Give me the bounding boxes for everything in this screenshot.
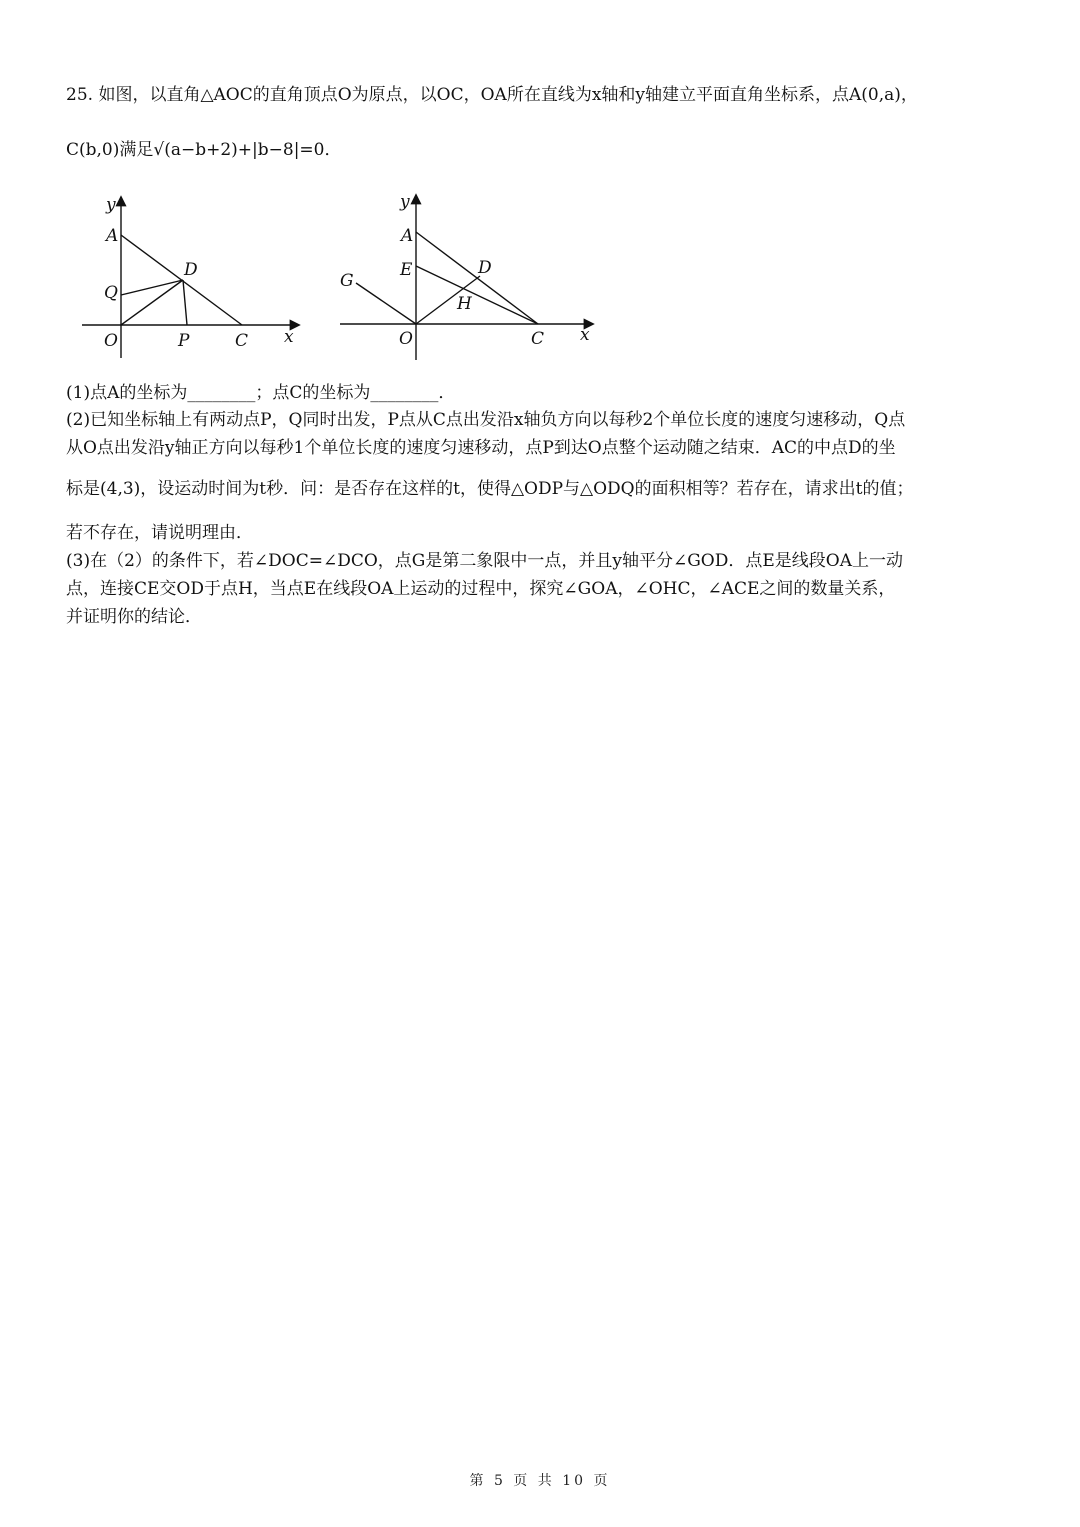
question-2-line-1: (2)已知坐标轴上有两动点P，Q同时出发，P点从C点出发沿x轴负方向以每秒2个单位长度的速度匀速移动，Q点 [66, 410, 906, 430]
question-3-line-3: 并证明你的结论． [66, 607, 202, 627]
question-3-line-2: 点，连接CE交OD于点H，当点E在线段OA上运动的过程中，探究∠GOA，∠OHC，∠ACE之间的数量关系， [66, 579, 896, 599]
label-x: x [580, 325, 590, 345]
question-2-line-2: 从O点出发沿y轴正方向以每秒1个单位长度的速度匀速移动，点P到达O点整个运动随之结束．AC的中点D的坐 [66, 438, 896, 458]
label-E: E [400, 260, 413, 280]
label-x: x [284, 327, 294, 347]
question-1: (1)点A的坐标为________；点C的坐标为________． [66, 383, 456, 403]
label-A: A [106, 226, 119, 246]
label-y: y [106, 195, 116, 215]
label-D: D [184, 260, 198, 280]
question-3-line-1: (3)在（2）的条件下，若∠DOC=∠DCO，点G是第二象限中一点，并且y轴平分∠GOD．点E是线段OA上一动 [66, 551, 903, 571]
label-C: C [531, 329, 545, 349]
question-2-line-3: 标是(4,3)，设运动时间为t秒．问：是否存在这样的t，使得△ODP与△ODQ的面积相等？若存在，请求出t的值； [66, 479, 914, 499]
segment-OD [121, 280, 183, 325]
question-2-line-4: 若不存在，请说明理由． [66, 523, 253, 543]
label-H: H [457, 294, 472, 314]
problem-intro-line-2: C(b,0)满足√(a−b+2)+|b−8|=0． [66, 140, 342, 160]
label-y: y [400, 192, 410, 212]
segment-DP [183, 280, 187, 325]
problem-intro-line-1: 25. 如图，以直角△AOC的直角顶点O为原点，以OC，OA所在直线为x轴和y轴建立平面直角坐标系，点A(0,a)， [66, 85, 918, 105]
label-O: O [399, 329, 413, 349]
label-D: D [478, 258, 492, 278]
label-P: P [178, 331, 190, 351]
label-G: G [340, 271, 354, 291]
figure-1 [70, 190, 320, 364]
label-O: O [104, 331, 118, 351]
label-A: A [401, 226, 414, 246]
segment-EC [416, 266, 538, 324]
label-Q: Q [104, 283, 118, 303]
page-footer: 第 5 页 共 10 页 [469, 1473, 611, 1489]
label-C: C [235, 331, 249, 351]
figure-2 [330, 190, 600, 364]
segment-OG [356, 283, 416, 324]
